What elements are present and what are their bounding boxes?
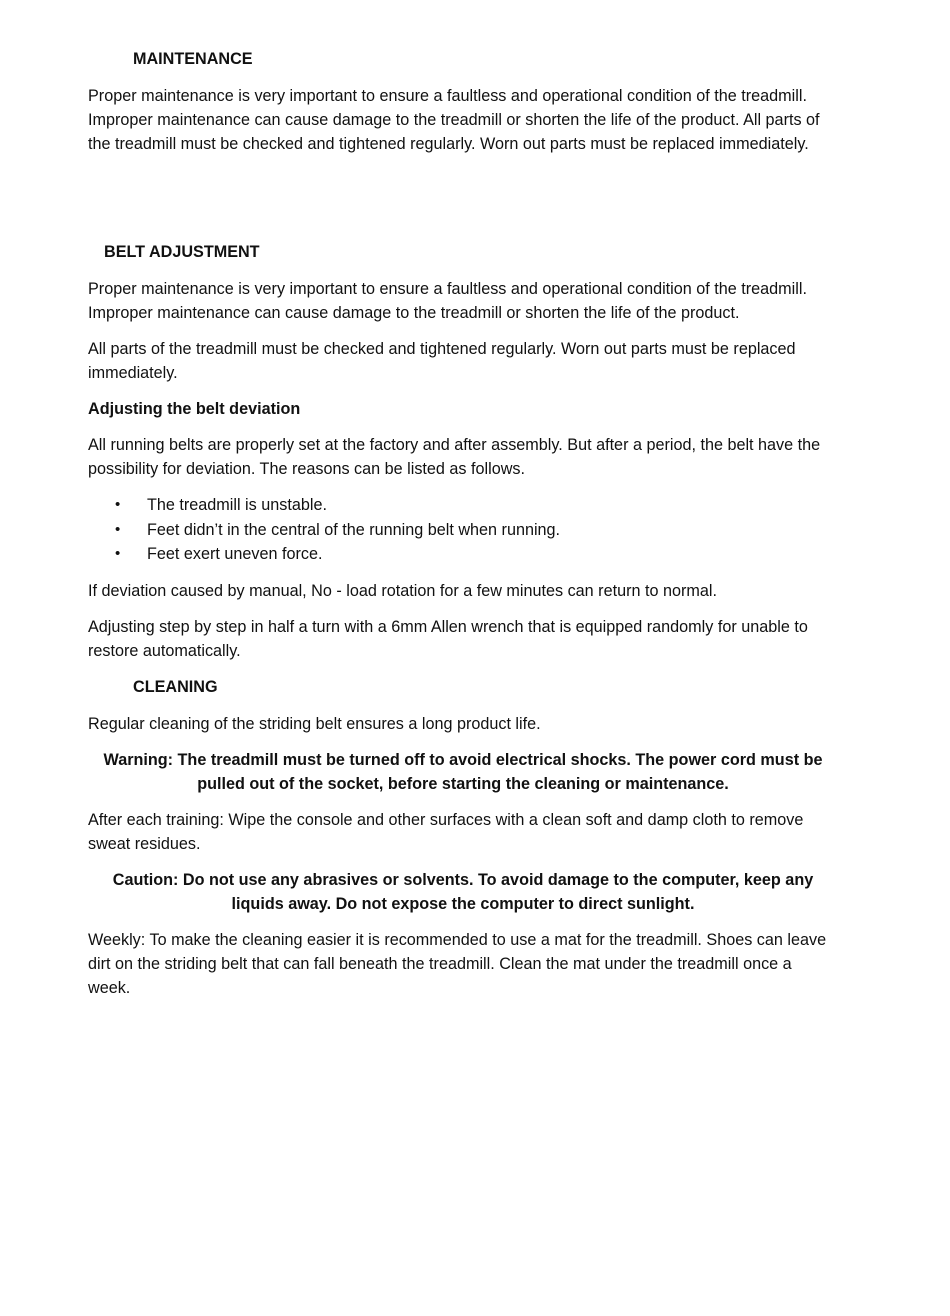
list-item-text: Feet exert uneven force.: [147, 545, 323, 563]
cleaning-paragraph-1: Regular cleaning of the striding belt ensures a long product life.: [88, 714, 541, 733]
list-item: [88, 542, 838, 567]
section-spacer: [88, 168, 838, 240]
warning-notice: Warning: The treadmill must be turned off to avoid electrical shocks. The power cord must be pulled out of the socket, before starting the cleaning or maintenance.: [103, 750, 823, 793]
list-item: [88, 493, 838, 518]
list-item-text: The treadmill is unstable.: [147, 496, 327, 514]
belt-adjustment-paragraph-1: Proper maintenance is very important to ensure a faultless and operational condition of the treadmill. Improper maintenance can cause damage to the treadmill or shorten the life of the product.: [88, 280, 807, 322]
allen-wrench-paragraph: Adjusting step by step in half a turn with a 6mm Allen wrench that is equipped randomly for unable to restore automatically.: [88, 617, 808, 660]
maintenance-heading: MAINTENANCE: [133, 50, 253, 68]
belt-adjustment-paragraph-2: All parts of the treadmill must be checked and tightened regularly. Worn out parts must be replaced immediately.: [88, 340, 796, 382]
no-load-rotation-paragraph: If deviation caused by manual, No - load rotation for a few minutes can return to normal.: [88, 581, 717, 600]
bullet-icon: •: [115, 545, 121, 562]
maintenance-paragraph: Proper maintenance is very important to ensure a faultless and operational condition of the treadmill. Improper maintenance can cause damage to the treadmill or shorten the life of the product. All parts of the treadmill must be checked and tightened regularly. Worn out parts must be replaced immediately.: [88, 87, 820, 153]
list-item: [88, 518, 838, 543]
belt-deviation-subheading: Adjusting the belt deviation: [88, 400, 301, 418]
belt-deviation-paragraph: All running belts are properly set at the factory and after assembly. But after a period, the belt have the possibility for deviation. The reasons can be listed as follows.: [88, 436, 821, 478]
cleaning-paragraph-3: Weekly: To make the cleaning easier it is recommended to use a mat for the treadmill. Shoes can leave dirt on the striding belt that can fall beneath the treadmill. Clean the mat under the treadmill once a week.: [88, 930, 827, 997]
list-item-text: Feet didn’t in the central of the running belt when running.: [147, 520, 561, 539]
belt-adjustment-heading: BELT ADJUSTMENT: [104, 243, 260, 261]
document-content: [88, 47, 838, 1012]
cleaning-heading: CLEANING: [133, 677, 218, 696]
deviation-reasons-list: [88, 493, 838, 567]
bullet-icon: •: [115, 520, 121, 538]
caution-notice: Caution: Do not use any abrasives or solvents. To avoid damage to the computer, keep any liquids away. Do not expose the computer to direct sunlight.: [112, 870, 814, 913]
bullet-icon: •: [115, 496, 121, 513]
cleaning-paragraph-2: After each training: Wipe the console and other surfaces with a clean soft and damp cloth to remove sweat residues.: [88, 810, 804, 853]
